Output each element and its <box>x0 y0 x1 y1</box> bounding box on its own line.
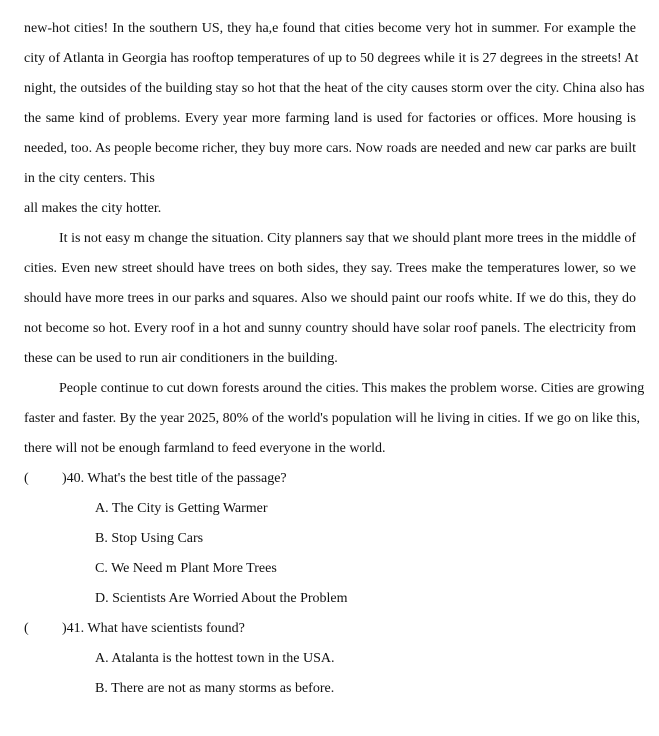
question-text: )41. What have scientists found? <box>62 621 245 636</box>
passage-paragraph-1 <box>24 14 645 224</box>
text-line: should have more trees in our parks and squares. Also we should paint our roofs white. If we do this, they do <box>24 291 636 306</box>
option-b: B. Stop Using Cars <box>95 531 204 546</box>
passage-paragraph-2 <box>24 224 636 374</box>
text-line: not become so hot. Every roof in a hot and sunny country should have solar roof panels. The electricity from <box>24 321 636 336</box>
question-text: )40. What's the best title of the passage? <box>62 471 287 486</box>
question-41 <box>24 614 636 644</box>
text-line: faster and faster. By the year 2025, 80% of the world's population will he living in cities. If we go on like this, <box>24 411 641 426</box>
answer-blank: ( <box>24 621 29 636</box>
text-line: all makes the city hotter. <box>24 201 162 216</box>
option-a: A. Atalanta is the hottest town in the USA. <box>95 651 335 666</box>
passage-paragraph-3 <box>24 374 645 464</box>
text-line: these can be used to run air conditioners in the building. <box>24 351 338 366</box>
document-page <box>24 14 645 704</box>
question-40 <box>24 464 636 494</box>
text-line: cities. Even new street should have trees on both sides, they say. Trees make the temperatures lower, so we <box>24 261 636 276</box>
text-line: new-hot cities! In the southern US, they ha,e found that cities become very hot in summer. For example the <box>24 21 636 36</box>
answer-blank: ( <box>24 471 29 486</box>
option-a: A. The City is Getting Warmer <box>95 501 268 516</box>
option-b: B. There are not as many storms as before. <box>95 681 335 696</box>
text-line: needed, too. As people become richer, they buy more cars. Now roads are needed and new car parks are built <box>24 141 636 156</box>
text-line: the same kind of problems. Every year more farming land is used for factories or offices. More housing is <box>24 111 636 126</box>
option-d: D. Scientists Are Worried About the Problem <box>95 591 348 606</box>
text-line: in the city centers. This <box>24 171 155 186</box>
text-line: People continue to cut down forests around the cities. This makes the problem worse. Cities are growing <box>59 381 645 396</box>
text-line: city of Atlanta in Georgia has rooftop temperatures of up to 50 degrees while it is 27 degrees in the streets! At <box>24 51 639 66</box>
text-line: there will not be enough farmland to feed everyone in the world. <box>24 441 386 456</box>
text-line: It is not easy m change the situation. City planners say that we should plant more trees in the middle of <box>59 231 636 246</box>
text-line: night, the outsides of the building stay so hot that the heat of the city causes storm over the city. China also has <box>24 81 645 96</box>
option-c: C. We Need m Plant More Trees <box>95 561 277 576</box>
